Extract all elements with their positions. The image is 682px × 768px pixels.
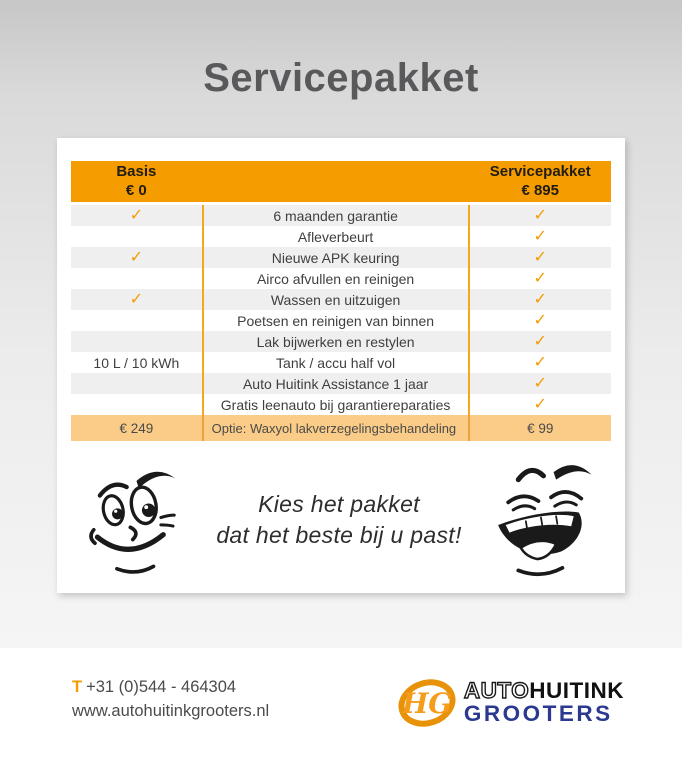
basis-column-header — [71, 163, 202, 201]
service-check-cell: ✓ — [533, 332, 547, 350]
feature-cell: Wassen en uitzuigen — [202, 289, 470, 310]
website-link[interactable]: www.autohuitinkgrooters.nl — [72, 701, 270, 720]
basis-price: € 0 — [125, 181, 147, 199]
basis-title: Basis — [116, 162, 157, 180]
contact-block — [72, 676, 269, 724]
servicepakket-price: € 895 — [521, 181, 559, 199]
service-check-cell: ✓ — [533, 311, 547, 329]
hg-monogram-icon — [397, 672, 457, 734]
feature-cell: Tank / accu half vol — [202, 352, 470, 373]
basis-check-cell — [71, 331, 202, 352]
table-row — [71, 247, 611, 268]
option-label: Optie: Waxyol lakverzegelingsbehandeling — [202, 415, 470, 441]
logo-word-huitink: HUITINK — [529, 678, 624, 704]
table-row — [71, 352, 611, 373]
option-basis-price: € 249 — [119, 420, 154, 436]
service-check-cell: ✓ — [533, 290, 547, 308]
basis-value-cell: 10 L / 10 kWh — [93, 354, 180, 371]
feature-cell: Airco afvullen en reinigen — [202, 268, 470, 289]
service-check-cell: ✓ — [533, 395, 547, 413]
service-check-cell: ✓ — [533, 206, 547, 224]
table-row — [71, 331, 611, 352]
option-service-price: € 99 — [527, 420, 554, 436]
table-row — [71, 268, 611, 289]
table-row — [71, 289, 611, 310]
service-check-cell: ✓ — [533, 353, 547, 371]
basis-check-cell: ✓ — [129, 248, 144, 266]
comparison-card — [57, 138, 625, 593]
logo-word-grooters: GROOTERS — [463, 701, 613, 726]
tagline-text — [216, 489, 461, 551]
basis-check-cell — [71, 394, 202, 415]
table-row — [71, 226, 611, 247]
option-row — [71, 415, 611, 441]
pricing-table — [71, 161, 611, 441]
phone-number: +31 (0)544 - 464304 — [86, 678, 237, 696]
tagline-line-1: Kies het pakket — [258, 490, 420, 517]
servicepakket-title: Servicepakket — [489, 162, 591, 180]
feature-cell: Afleverbeurt — [202, 226, 470, 247]
logo-word-auto: AUTO — [463, 678, 530, 704]
hg-monogram-text: HG — [401, 687, 453, 720]
company-logo — [397, 672, 624, 734]
basis-check-cell — [71, 373, 202, 394]
table-row — [71, 205, 611, 226]
feature-cell: 6 maanden garantie — [202, 205, 470, 226]
page-title: Servicepakket — [203, 56, 479, 100]
tagline-line-2: dat het beste bij u past! — [216, 522, 462, 548]
basis-check-cell: ✓ — [129, 206, 144, 224]
basis-check-cell — [71, 268, 202, 289]
table-row — [71, 373, 611, 394]
feature-cell: Nieuwe APK keuring — [202, 247, 470, 268]
laughing-face-icon — [483, 457, 609, 583]
feature-cell: Gratis leenauto bij garantiereparaties — [202, 394, 470, 415]
service-check-cell: ✓ — [533, 269, 547, 287]
tagline-section — [71, 441, 611, 583]
table-row — [71, 394, 611, 415]
servicepakket-column-header — [470, 163, 611, 201]
table-header — [71, 161, 611, 202]
service-check-cell: ✓ — [533, 374, 547, 392]
service-check-cell: ✓ — [533, 227, 547, 245]
feature-cell: Lak bijwerken en restylen — [202, 331, 470, 352]
table-body — [71, 205, 611, 415]
feature-cell: Auto Huitink Assistance 1 jaar — [202, 373, 470, 394]
basis-check-cell: ✓ — [129, 290, 144, 308]
logo-wordmark — [464, 680, 624, 726]
basis-check-cell — [71, 226, 202, 247]
feature-cell: Poetsen en reinigen van binnen — [202, 310, 470, 331]
basis-check-cell — [71, 310, 202, 331]
smiling-face-icon — [73, 459, 195, 581]
service-check-cell: ✓ — [533, 248, 547, 266]
table-row — [71, 310, 611, 331]
phone-line — [72, 676, 269, 700]
footer — [0, 648, 682, 768]
phone-prefix: T — [72, 678, 83, 696]
